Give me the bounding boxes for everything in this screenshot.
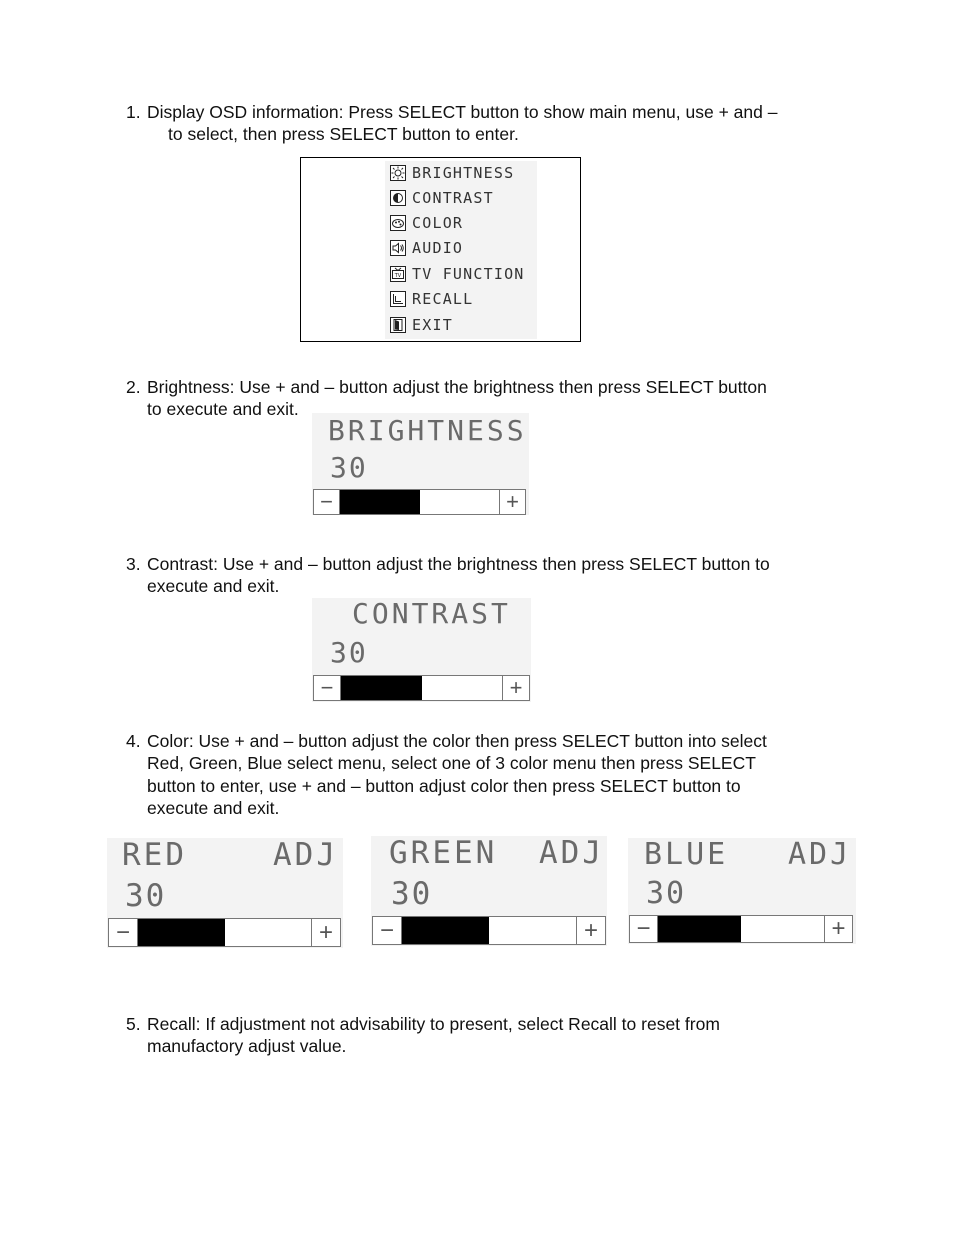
plus-icon: + (831, 915, 846, 942)
step-text-line: execute and exit. (147, 797, 280, 818)
panel-title: BLUE (644, 837, 729, 872)
step-number: 5. (126, 1014, 141, 1034)
step-text-line: to execute and exit. (147, 399, 299, 420)
minus-icon: − (320, 489, 333, 514)
menu-item-recall[interactable] (390, 289, 473, 309)
minus-icon: − (379, 916, 394, 944)
menu-item-tv-function[interactable] (390, 264, 525, 284)
slider-track (341, 676, 502, 700)
panel-title: GREEN (389, 835, 498, 871)
step-4 (126, 730, 767, 819)
menu-item-label: COLOR (412, 214, 464, 232)
step-text-line: Color: Use + and – button adjust the color then press SELECT button into select (147, 731, 767, 751)
plus-icon: + (583, 916, 598, 944)
decrease-button[interactable] (109, 919, 138, 946)
exit-door-icon (390, 317, 406, 333)
recall-icon (390, 291, 406, 307)
panel-title: RED (122, 837, 187, 873)
minus-icon: − (320, 675, 334, 700)
step-1 (126, 101, 777, 146)
step-number: 4. (126, 731, 141, 751)
slider-track (658, 916, 824, 942)
step-text-line: Brightness: Use + and – button adjust the brightness then press SELECT button (147, 377, 767, 397)
slider-fill (658, 916, 741, 942)
panel-title: BRIGHTNESS (328, 414, 527, 447)
decrease-button[interactable] (314, 490, 340, 514)
increase-button[interactable] (311, 919, 340, 946)
speaker-icon (390, 240, 406, 256)
menu-item-label: CONTRAST (412, 189, 494, 207)
svg-text:TV: TV (394, 273, 402, 279)
panel-value: 30 (646, 876, 687, 911)
step-5 (126, 1013, 720, 1058)
panel-value: 30 (330, 636, 368, 669)
step-3 (126, 553, 770, 598)
panel-title: CONTRAST (352, 597, 511, 630)
step-text-line: Contrast: Use + and – button adjust the brightness then press SELECT button to (147, 554, 770, 574)
step-text-line: button to enter, use + and – button adjust color then press SELECT button to (147, 775, 741, 796)
red-slider[interactable] (108, 918, 341, 947)
decrease-button[interactable] (373, 917, 402, 944)
minus-icon: − (636, 915, 651, 942)
menu-item-brightness[interactable] (390, 163, 514, 183)
green-adjust-panel (371, 836, 607, 946)
slider-track (402, 917, 576, 944)
brightness-panel (312, 413, 529, 515)
panel-value: 30 (125, 878, 167, 914)
decrease-button[interactable] (314, 676, 341, 700)
slider-track (340, 490, 499, 514)
increase-button[interactable] (502, 676, 529, 700)
menu-item-label: TV FUNCTION (412, 265, 525, 283)
slider-track (138, 919, 311, 946)
panel-adj-label: ADJ (273, 837, 338, 873)
step-text-line: Recall: If adjustment not advisability to present, select Recall to reset from (147, 1014, 720, 1034)
step-number: 2. (126, 377, 141, 397)
tv-icon (390, 266, 406, 282)
step-number: 3. (126, 554, 141, 574)
brightness-slider[interactable] (313, 489, 526, 515)
panel-value: 30 (330, 451, 368, 484)
red-adjust-panel (107, 838, 343, 948)
menu-item-label: RECALL (412, 290, 474, 308)
slider-fill (402, 917, 489, 944)
minus-icon: − (115, 918, 130, 946)
increase-button[interactable] (576, 917, 605, 944)
contrast-slider[interactable] (313, 675, 530, 701)
plus-icon: + (506, 489, 519, 514)
slider-fill (341, 676, 422, 700)
panel-value: 30 (391, 876, 433, 912)
contrast-panel (312, 598, 531, 702)
panel-adj-label: ADJ (539, 835, 604, 871)
menu-item-label: BRIGHTNESS (412, 164, 515, 182)
contrast-icon (390, 190, 406, 206)
step-text-line: execute and exit. (147, 576, 280, 597)
panel-adj-label: ADJ (788, 837, 852, 872)
step-number: 1. (126, 102, 141, 122)
brightness-icon (390, 165, 406, 181)
menu-item-exit[interactable] (390, 315, 453, 335)
blue-adjust-panel (628, 838, 856, 944)
step-text-line: Display OSD information: Press SELECT button to show main menu, use + and – (147, 102, 778, 122)
plus-icon: + (318, 918, 333, 946)
step-text-line: Red, Green, Blue select menu, select one of 3 color menu then press SELECT (147, 753, 756, 774)
menu-item-label: AUDIO (412, 239, 464, 257)
step-text-line: manufactory adjust value. (147, 1036, 347, 1057)
increase-button[interactable] (499, 490, 525, 514)
step-text-line: to select, then press SELECT button to enter. (168, 124, 519, 145)
slider-fill (340, 490, 420, 514)
green-slider[interactable] (372, 916, 606, 945)
blue-slider[interactable] (629, 915, 853, 943)
osd-main-menu (300, 157, 581, 342)
menu-item-contrast[interactable] (390, 188, 494, 208)
increase-button[interactable] (824, 916, 852, 942)
plus-icon: + (509, 675, 523, 700)
menu-item-label: EXIT (412, 316, 453, 334)
decrease-button[interactable] (630, 916, 658, 942)
menu-item-audio[interactable] (390, 238, 463, 258)
color-icon (390, 215, 406, 231)
menu-item-color[interactable] (390, 213, 463, 233)
slider-fill (138, 919, 225, 946)
